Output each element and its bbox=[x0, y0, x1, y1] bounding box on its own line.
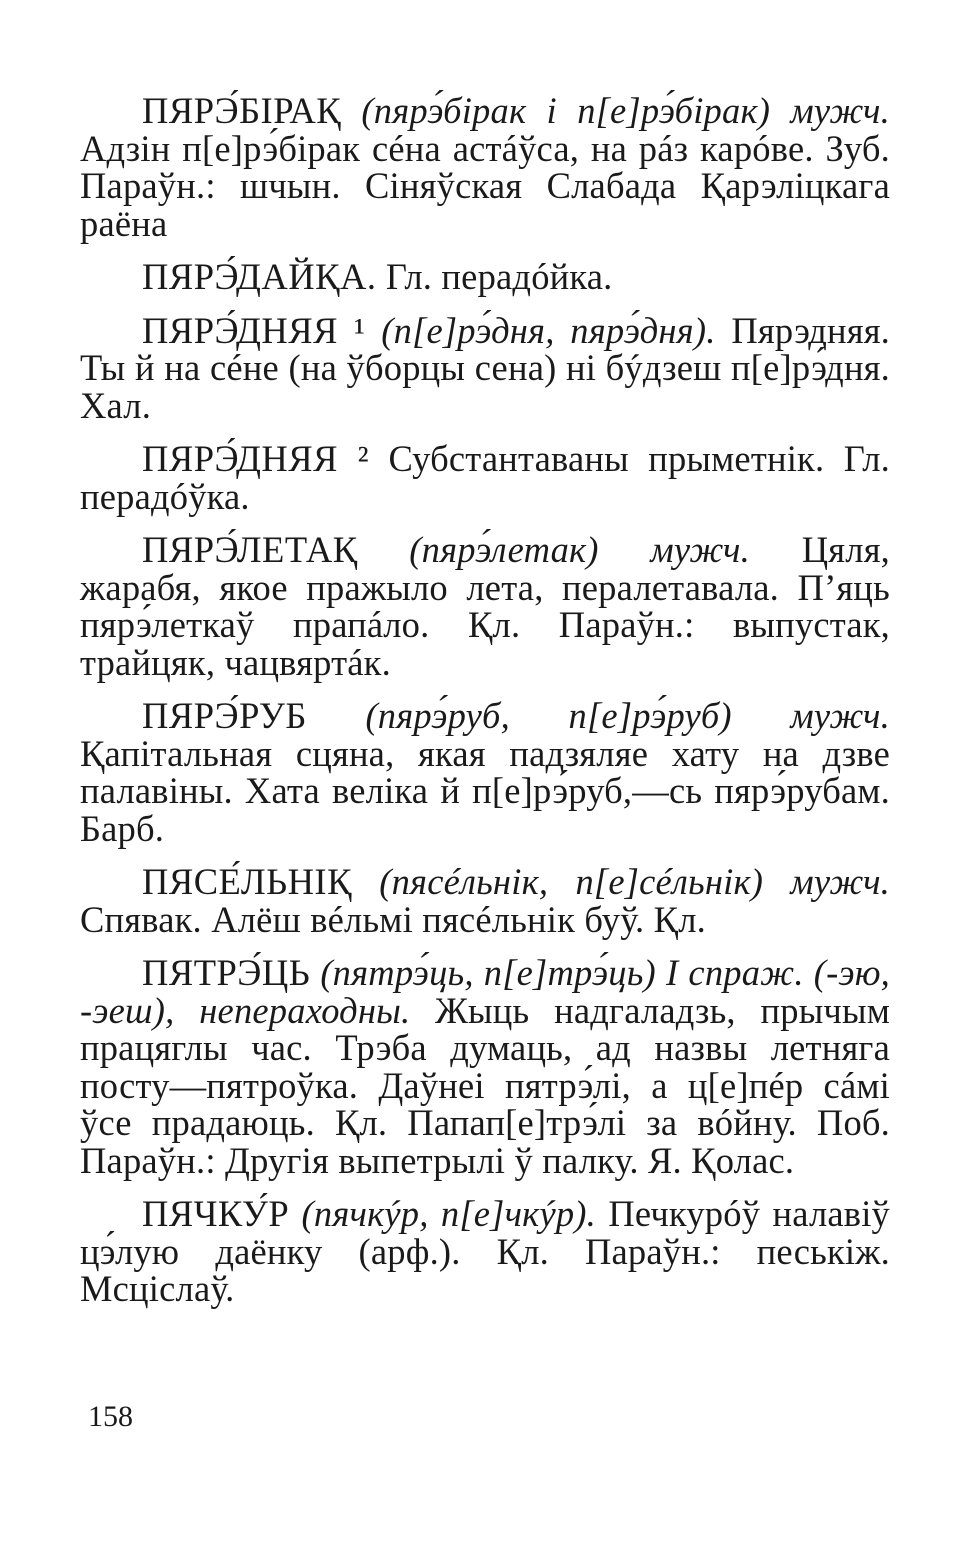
entry-forms: (пярэ́летак) мужч. bbox=[409, 529, 750, 570]
entry-text: Субстантаваны прыметнік. Гл. перадóўка. bbox=[80, 438, 890, 517]
entry-text: Пярэдняя. Ты й на сéне (на ўборцы сена) ні бýдзеш п[е]рэ́дня. Хал. bbox=[80, 309, 891, 426]
entry-text: Жыць надгаладзь, прычым працяглы час. Трэба думаць, ад назвы летняга посту—пятроўка. Даўнеі пятрэ́лі, а ц[е]пéр сáмі ўсе прадаюць. Қл. Папап[е]трэ́лі за вóйну. Поб. Параўн.: Другія выпетрылі ў палку. Я. Қолас. bbox=[80, 989, 890, 1181]
entry-headword: ПЯРЭ́БІРАҚ bbox=[142, 90, 342, 131]
entry-text: Гл. перадóйка. bbox=[385, 256, 613, 297]
entry-pyachkur bbox=[80, 1195, 890, 1308]
entry-headword: ПЯТРЭ́ЦЬ bbox=[142, 952, 311, 993]
entry-forms: (пярэ́бірак і п[е]рэ́бірак) мужч. bbox=[361, 90, 890, 131]
entry-pyareletak bbox=[80, 531, 890, 681]
entry-headword: ПЯРЭ́ДАЙҚА. bbox=[142, 256, 377, 297]
entry-text: Адзін п[е]рэ́бірак сéна астáўса, на рáз карóве. Зуб. Параўн.: шчын. Сіняўская Слабада Қарэліцкага раёна bbox=[80, 127, 890, 244]
entry-headword: ПЯЧКУ́Р bbox=[142, 1193, 290, 1234]
entry-pyarednyaya-1 bbox=[80, 309, 891, 426]
entry-headword: ПЯРЭ́ЛЕТАҚ bbox=[142, 529, 358, 570]
entry-pyaselnik bbox=[80, 863, 890, 938]
entry-headword: ПЯРЭ́ДНЯЯ ² bbox=[142, 438, 370, 479]
entry-pyaredaika bbox=[80, 258, 890, 296]
entry-pyarerub bbox=[80, 697, 890, 847]
entry-text: Печкурóў налавіў цэ́лую даёнку (арф.). Қл. Параўн.: песькіж. Мсціслаў. bbox=[80, 1193, 890, 1309]
entry-forms: (пярэ́руб, п[е]рэ́руб) мужч. bbox=[365, 695, 890, 736]
entry-forms: (пячкýр, п[е]чкýр). bbox=[301, 1193, 596, 1234]
entry-pyarebirak bbox=[80, 92, 890, 242]
entry-text: Қапітальная сцяна, якая падзяляе хату на дзве палавіны. Хата веліка й п[е]рэ́руб,—сь пярэ́рубам. Барб. bbox=[80, 732, 890, 849]
page-number: 158 bbox=[88, 1400, 133, 1433]
entry-forms: (пятрэ́ць, п[е]трэ́ць) І спраж. (-эю, -эеш), непераходны. bbox=[80, 952, 890, 1031]
entry-headword: ПЯРЭ́ДНЯЯ ¹ bbox=[142, 309, 366, 351]
entry-pyarednyaya-2 bbox=[80, 440, 890, 515]
entry-text: Спявак. Алёш вéльмі пясéльнік буў. Қл. bbox=[80, 898, 706, 940]
entry-text: Цяля, жарабя, якое пражыло лета, пералетавала. П’яць пярэ́леткаў прапáло. Қл. Параўн.: выпустак, трайцяк, чацвяртáк. bbox=[80, 529, 891, 683]
dictionary-page bbox=[80, 92, 890, 1324]
entry-forms: (п[е]рэ́дня, пярэ́дня). bbox=[381, 309, 716, 351]
entry-headword: ПЯСЕ́ЛЬНІҚ bbox=[142, 861, 352, 902]
entry-headword: ПЯРЭ́РУБ bbox=[142, 695, 307, 736]
entry-pyatrets bbox=[80, 954, 890, 1179]
entry-forms: (пясéльнік, п[е]сéльнік) мужч. bbox=[379, 861, 891, 902]
